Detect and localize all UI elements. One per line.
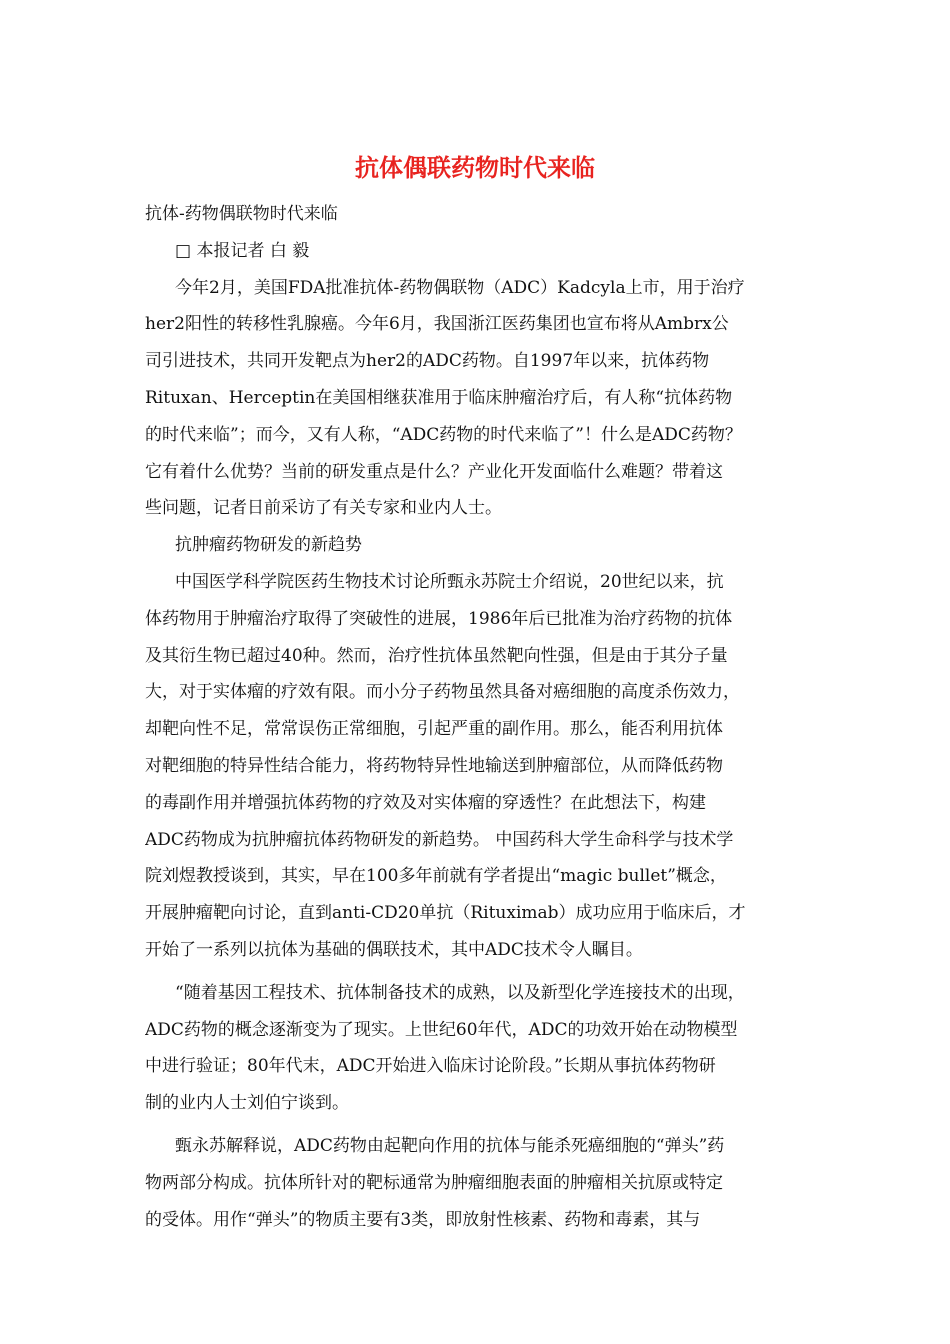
text-line: 对靶细胞的特异性结合能力，将药物特异性地输送到肿瘤部位，从而降低药物 bbox=[145, 755, 723, 776]
text-line: 体药物用于肿瘤治疗取得了突破性的进展，1986年后已批准为治疗药物的抗体 bbox=[145, 608, 733, 629]
text-line: 中进行验证；80年代末，ADC开始进入临床讨论阶段。”长期从事抗体药物研 bbox=[145, 1056, 716, 1077]
text-line: 中国医学科学院医药生物技术讨论所甄永苏院士介绍说，20世纪以来，抗 bbox=[175, 571, 724, 592]
text-line: 的毒副作用并增强抗体药物的疗效及对实体瘤的穿透性？在此想法下，构建 bbox=[145, 792, 706, 813]
text-line: 今年2月，美国FDA批准抗体-药物偶联物（ADC）Kadcyla上市，用于治疗 bbox=[175, 277, 745, 298]
text-line: 它有着什么优势？当前的研发重点是什么？产业化开发面临什么难题？带着这 bbox=[145, 461, 723, 482]
text-line: 却靶向性不足，常常误伤正常细胞，引起严重的副作用。那么，能否利用抗体 bbox=[145, 719, 723, 740]
text-line: 院刘煜教授谈到，其实，早在100多年前就有学者提出“magic bullet”概念， bbox=[145, 866, 727, 887]
text-line: Rituxan、Herceptin在美国相继获准用于临床肿瘤治疗后，有人称“抗体药物 bbox=[145, 387, 733, 408]
article-body bbox=[145, 196, 825, 1238]
text-line: 甄永苏解释说，ADC药物由起靶向作用的抗体与能杀死癌细胞的“弹头”药 bbox=[175, 1135, 725, 1156]
text-line: 的时代来临”；而今，又有人称，“ADC药物的时代来临了”！什么是ADC药物？ bbox=[145, 424, 742, 445]
text-line: 开展肿瘤靶向讨论，直到anti-CD20单抗（Rituximab）成功应用于临床后，才 bbox=[145, 903, 746, 924]
text-line: 大，对于实体瘤的疗效有限。而小分子药物虽然具备对癌细胞的高度杀伤效力， bbox=[145, 682, 740, 703]
text-line: 抗肿瘤药物研发的新趋势 bbox=[175, 535, 362, 556]
text-line: ADC药物成为抗肿瘤抗体药物研发的新趋势。 中国药科大学生命科学与技术学 bbox=[145, 829, 734, 850]
text-line: 物两部分构成。抗体所针对的靶标通常为肿瘤细胞表面的肿瘤相关抗原或特定 bbox=[145, 1172, 723, 1193]
text-line: 抗体-药物偶联物时代来临 bbox=[145, 204, 338, 224]
text-line: 制的业内人士刘伯宁谈到。 bbox=[145, 1093, 349, 1114]
text-line: 些问题，记者日前采访了有关专家和业内人士。 bbox=[145, 498, 502, 519]
text-line: 司引进技术，共同开发靶点为her2的ADC药物。自1997年以来，抗体药物 bbox=[145, 351, 710, 372]
text-line: ADC药物的概念逐渐变为了现实。上世纪60年代，ADC的功效开始在动物模型 bbox=[145, 1019, 738, 1040]
text-line: “随着基因工程技术、抗体制备技术的成熟，以及新型化学连接技术的出现， bbox=[175, 982, 745, 1003]
text-line: 及其衍生物已超过40种。然而，治疗性抗体虽然靶向性强，但是由于其分子量 bbox=[145, 645, 728, 666]
text-line: her2阳性的转移性乳腺癌。今年6月，我国浙江医药集团也宣布将从Ambrx公 bbox=[145, 314, 729, 335]
text-line: 开始了一系列以抗体为基础的偶联技术，其中ADC技术令人瞩目。 bbox=[145, 939, 643, 960]
text-line: 的受体。用作“弹头”的物质主要有3类，即放射性核素、药物和毒素，其与 bbox=[145, 1209, 701, 1230]
document-title: 抗体偶联药物时代来临 bbox=[355, 153, 595, 182]
text-line: □ 本报记者 白 毅 bbox=[175, 240, 310, 261]
